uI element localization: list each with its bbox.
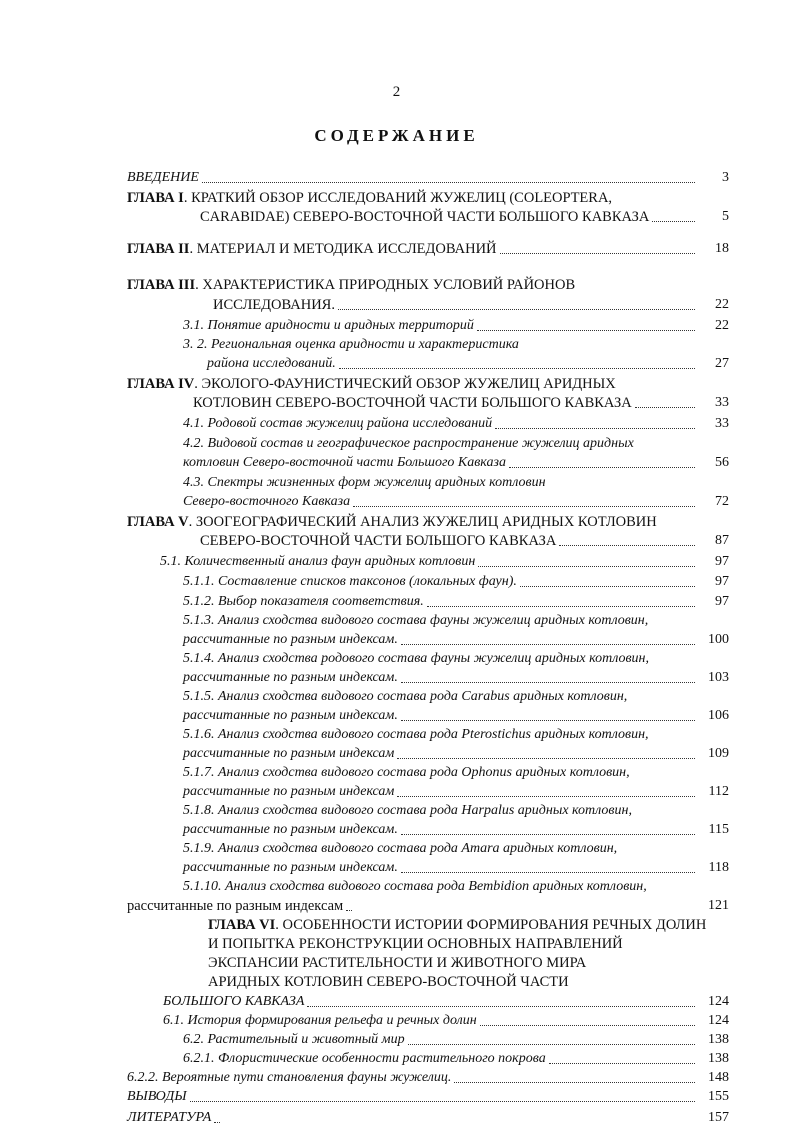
toc-page-number: 124	[708, 994, 729, 1009]
entry-title: 6.2.2. Вероятные пути становления фауны жужелиц.	[127, 1070, 452, 1085]
toc-entry	[0, 1011, 793, 1031]
toc-page-number: 100	[708, 632, 729, 647]
toc-entry-text	[127, 896, 343, 916]
entry-title: 5.1.1. Составление списков таксонов (локальных фаун).	[183, 574, 517, 589]
dot-leader	[190, 1101, 695, 1102]
toc-entry	[0, 434, 793, 454]
toc-entry	[0, 763, 793, 783]
entry-title: 5.1.10. Анализ сходства видового состава рода Bembidion аридных котловин,	[183, 879, 647, 894]
entry-title: 5.1.3. Анализ сходства видового состава фауны жужелиц аридных котловин,	[183, 613, 649, 628]
toc-entry	[0, 953, 793, 973]
chapter-label: ГЛАВА II	[127, 241, 190, 257]
toc-entry-text	[200, 531, 556, 551]
dot-leader	[480, 1025, 695, 1026]
dot-leader	[338, 309, 695, 310]
toc-page-number: 118	[708, 860, 729, 875]
toc-entry	[0, 630, 793, 650]
toc-entry-text	[183, 877, 647, 897]
toc-entry	[0, 992, 793, 1012]
toc-page-number: 97	[715, 554, 729, 569]
entry-title: ЛИТЕРАТУРА	[127, 1110, 212, 1125]
dot-leader	[214, 1122, 220, 1123]
entry-title: 4.1. Родовой состав жужелиц района исследований	[183, 416, 493, 431]
dot-leader	[339, 368, 695, 369]
toc-entry-text	[183, 572, 517, 592]
toc-entry-text	[213, 295, 335, 315]
chapter-label: ГЛАВА III	[127, 277, 196, 293]
entry-title: . ЗООГЕОГРАФИЧЕСКИЙ АНАЛИЗ ЖУЖЕЛИЦ АРИДНЫХ КОТЛОВИН	[188, 514, 657, 530]
toc-entry	[0, 1108, 793, 1128]
toc-entry-text	[183, 1049, 546, 1069]
entry-title: 5.1.8. Анализ сходства видового состава рода Harpalus аридных котловин,	[183, 803, 632, 818]
toc-entry-text	[183, 858, 398, 878]
toc-entry	[0, 188, 793, 208]
dot-leader	[500, 253, 695, 254]
toc-page-number: 157	[708, 1110, 729, 1125]
toc-entry	[0, 1068, 793, 1088]
dot-leader	[477, 330, 695, 331]
entry-title: ВЫВОДЫ	[127, 1089, 187, 1104]
toc-entry	[0, 877, 793, 897]
dot-leader	[401, 682, 695, 683]
entry-title: района исследований.	[207, 356, 336, 371]
toc-page-number: 18	[715, 241, 729, 256]
dot-leader	[401, 872, 695, 873]
toc-entry	[0, 316, 793, 336]
toc-page-number: 5	[722, 209, 729, 224]
toc-page-number: 148	[708, 1070, 729, 1085]
toc-entry-text	[127, 168, 199, 188]
toc-entry-text	[127, 275, 575, 295]
toc-entry	[0, 896, 793, 916]
dot-leader	[401, 834, 695, 835]
toc-entry-text	[183, 706, 398, 726]
toc-entry-text	[183, 687, 627, 707]
toc-entry	[0, 972, 793, 992]
toc-entry	[0, 1049, 793, 1069]
toc-entry	[0, 782, 793, 802]
toc-entry	[0, 668, 793, 688]
toc-entry-text	[163, 992, 304, 1012]
toc-entry-text	[183, 668, 398, 688]
toc-entry	[0, 858, 793, 878]
entry-title: 5.1. Количественный анализ фаун аридных котловин	[160, 554, 476, 569]
toc-page-number: 138	[708, 1051, 729, 1066]
dot-leader	[408, 1044, 695, 1045]
toc-entry-text	[183, 801, 632, 821]
toc-page-number: 33	[715, 416, 729, 431]
toc-entry	[0, 354, 793, 374]
toc-entry	[0, 1087, 793, 1107]
toc-entry	[0, 725, 793, 745]
toc-entry-text	[183, 492, 350, 512]
dot-leader	[495, 428, 695, 429]
toc-entry-text	[183, 630, 398, 650]
toc-page-number: 106	[708, 708, 729, 723]
entry-title: 5.1.9. Анализ сходства видового состава рода Amara аридных котловин,	[183, 841, 618, 856]
toc-entry-text	[208, 934, 623, 954]
toc-entry-text	[208, 953, 586, 973]
toc-entry	[0, 492, 793, 512]
toc-entry	[0, 473, 793, 493]
toc-entry	[0, 687, 793, 707]
entry-title: 5.1.4. Анализ сходства родового состава фауны жужелиц аридных котловин,	[183, 651, 649, 666]
toc-page-number: 97	[715, 594, 729, 609]
toc-entry-text	[183, 335, 519, 355]
dot-leader	[635, 407, 695, 408]
entry-title: рассчитанные по разным индексам.	[183, 632, 398, 647]
dot-leader	[520, 586, 695, 587]
entry-title: 5.1.5. Анализ сходства видового состава рода Carabus аридных котловин,	[183, 689, 628, 704]
entry-title: БОЛЬШОГО КАВКАЗА	[163, 994, 305, 1009]
toc-entry-text	[127, 1087, 187, 1107]
dot-leader	[401, 644, 695, 645]
toc-page-number: 103	[708, 670, 729, 685]
toc-page-number: 22	[715, 297, 729, 312]
toc-page-number: 72	[715, 494, 729, 509]
toc-entry-text	[183, 725, 649, 745]
toc-page-number: 27	[715, 356, 729, 371]
page-number: 2	[392, 84, 401, 100]
toc-entry-text	[183, 649, 649, 669]
toc-entry-text	[160, 552, 475, 572]
toc-page-number: 112	[708, 784, 729, 799]
entry-title: 4.3. Спектры жизненных форм жужелиц аридных котловин	[183, 475, 546, 490]
entry-title: 3.1. Понятие аридности и аридных территорий	[183, 318, 474, 333]
toc-title: СОДЕРЖАНИЕ	[314, 126, 479, 145]
entry-title: котловин Северо-восточной части Большого Кавказа	[183, 455, 506, 470]
entry-title: Северо-восточного Кавказа	[183, 494, 351, 509]
entry-title: рассчитанные по разным индексам.	[183, 822, 398, 837]
entry-title: CARABIDAE) СЕВЕРО-ВОСТОЧНОЙ ЧАСТИ БОЛЬШОГО КАВКАЗА	[200, 209, 650, 225]
toc-entry-text	[183, 453, 506, 473]
entry-title: 4.2. Видовой состав и географическое распространение жужелиц аридных	[183, 436, 634, 451]
toc-entry-text	[207, 354, 336, 374]
entry-title: ИССЛЕДОВАНИЯ.	[213, 297, 335, 313]
chapter-label: ГЛАВА VI	[208, 917, 276, 933]
toc-entry-text	[200, 207, 649, 227]
toc-entry	[0, 207, 793, 227]
toc-entry-text	[127, 1068, 451, 1088]
toc-entry-text	[127, 188, 612, 208]
toc-entry	[0, 820, 793, 840]
entry-title: И ПОПЫТКА РЕКОНСТРУКЦИИ ОСНОВНЫХ НАПРАВЛЕНИЙ	[208, 936, 623, 952]
dot-leader	[307, 1006, 695, 1007]
toc-page-number: 138	[708, 1032, 729, 1047]
toc-entry	[0, 531, 793, 551]
toc-page-number: 124	[708, 1013, 729, 1028]
dot-leader	[559, 545, 695, 546]
entry-title: . ОСОБЕННОСТИ ИСТОРИИ ФОРМИРОВАНИЯ РЕЧНЫХ ДОЛИН	[275, 917, 707, 933]
dot-leader	[509, 467, 695, 468]
toc-entry	[0, 649, 793, 669]
toc-page-number: 87	[715, 533, 729, 548]
toc-page-number: 56	[715, 455, 729, 470]
entry-title: . КРАТКИЙ ОБЗОР ИССЛЕДОВАНИЙ ЖУЖЕЛИЦ (COLEOPTERA,	[183, 190, 613, 206]
entry-title: 5.1.7. Анализ сходства видового состава рода Ophonus аридных котловин,	[183, 765, 630, 780]
toc-entry	[0, 552, 793, 572]
entry-title: 6.2. Растительный и животный мир	[183, 1032, 405, 1047]
entry-title: . ХАРАКТЕРИСТИКА ПРИРОДНЫХ УСЛОВИЙ РАЙОНОВ	[195, 277, 576, 293]
toc-entry-text	[127, 512, 657, 532]
toc-entry	[0, 611, 793, 631]
dot-leader	[397, 758, 695, 759]
toc-page-number: 115	[708, 822, 729, 837]
toc-entry	[0, 295, 793, 315]
entry-title: АРИДНЫХ КОТЛОВИН СЕВЕРО-ВОСТОЧНОЙ ЧАСТИ	[208, 974, 569, 990]
toc-page-number: 121	[708, 898, 729, 913]
toc-entry-text	[127, 239, 497, 259]
entry-title: 5.1.2. Выбор показателя соответствия.	[183, 594, 424, 609]
entry-title: . ЭКОЛОГО-ФАУНИСТИЧЕСКИЙ ОБЗОР ЖУЖЕЛИЦ АРИДНЫХ	[194, 376, 616, 392]
toc-entry	[0, 168, 793, 188]
entry-title: СЕВЕРО-ВОСТОЧНОЙ ЧАСТИ БОЛЬШОГО КАВКАЗА	[200, 533, 557, 549]
entry-title: 6.1. История формирования рельефа и речных долин	[163, 1013, 477, 1028]
toc-entry	[0, 572, 793, 592]
dot-leader	[353, 506, 695, 507]
entry-title: 3. 2. Региональная оценка аридности и характеристика	[183, 337, 519, 352]
toc-entry-text	[183, 839, 617, 859]
dot-leader	[478, 566, 695, 567]
entry-title: рассчитанные по разным индексам	[127, 898, 344, 914]
entry-title: КОТЛОВИН СЕВЕРО-ВОСТОЧНОЙ ЧАСТИ БОЛЬШОГО КАВКАЗА	[193, 395, 632, 411]
entry-title: рассчитанные по разным индексам.	[183, 708, 398, 723]
dot-leader	[652, 221, 695, 222]
toc-page-number: 3	[722, 170, 729, 185]
toc-page-number: 97	[715, 574, 729, 589]
toc-entry-text	[183, 434, 634, 454]
toc-entry-text	[183, 473, 546, 493]
toc-entry	[0, 414, 793, 434]
chapter-label: ГЛАВА IV	[127, 376, 195, 392]
toc-entry-text	[127, 374, 616, 394]
toc-entry-text	[183, 820, 398, 840]
chapter-label: ГЛАВА V	[127, 514, 189, 530]
toc-entry-text	[183, 763, 630, 783]
toc-entry	[0, 934, 793, 954]
toc-entry-text	[183, 744, 394, 764]
entry-title: ЭКСПАНСИИ РАСТИТЕЛЬНОСТИ И ЖИВОТНОГО МИРА	[208, 955, 587, 971]
toc-entry	[0, 839, 793, 859]
dot-leader	[549, 1063, 695, 1064]
toc-entry-text	[208, 972, 569, 992]
entry-title: рассчитанные по разным индексам.	[183, 860, 398, 875]
dot-leader	[454, 1082, 695, 1083]
toc-entry	[0, 453, 793, 473]
toc-page-number: 155	[708, 1089, 729, 1104]
entry-title: ВВЕДЕНИЕ	[127, 170, 199, 185]
toc-entry-text	[163, 1011, 477, 1031]
entry-title: . МАТЕРИАЛ И МЕТОДИКА ИССЛЕДОВАНИЙ	[189, 241, 497, 257]
toc-entry	[0, 1030, 793, 1050]
toc-entry-text	[193, 393, 632, 413]
entry-title: рассчитанные по разным индексам	[183, 784, 395, 799]
chapter-label: ГЛАВА I	[127, 190, 184, 206]
toc-entry-text	[208, 915, 706, 935]
entry-title: 6.2.1. Флористические особенности растительного покрова	[183, 1051, 546, 1066]
toc-entry	[0, 592, 793, 612]
toc-entry	[0, 393, 793, 413]
toc-entry	[0, 374, 793, 394]
dot-leader	[397, 796, 695, 797]
dot-leader	[401, 720, 695, 721]
dot-leader	[346, 910, 352, 911]
entry-title: рассчитанные по разным индексам.	[183, 670, 398, 685]
toc-entry	[0, 335, 793, 355]
toc-entry-text	[183, 782, 394, 802]
toc-entry-text	[183, 414, 492, 434]
toc-entry-text	[127, 1108, 211, 1128]
toc-page-number: 109	[708, 746, 729, 761]
toc-entry-text	[183, 316, 474, 336]
dot-leader	[427, 606, 695, 607]
entry-title: рассчитанные по разным индексам	[183, 746, 395, 761]
toc-entry	[0, 239, 793, 259]
toc-entry	[0, 801, 793, 821]
toc-entry-text	[183, 611, 648, 631]
dot-leader	[202, 182, 695, 183]
toc-page-number: 33	[715, 395, 729, 410]
toc-entry-text	[183, 1030, 405, 1050]
toc-entry	[0, 275, 793, 295]
toc-entry-text	[183, 592, 424, 612]
toc-entry	[0, 512, 793, 532]
toc-entry	[0, 744, 793, 764]
toc-page-number: 22	[715, 318, 729, 333]
toc-entry	[0, 915, 793, 935]
entry-title: 5.1.6. Анализ сходства видового состава рода Pterostichus аридных котловин,	[183, 727, 649, 742]
toc-entry	[0, 706, 793, 726]
